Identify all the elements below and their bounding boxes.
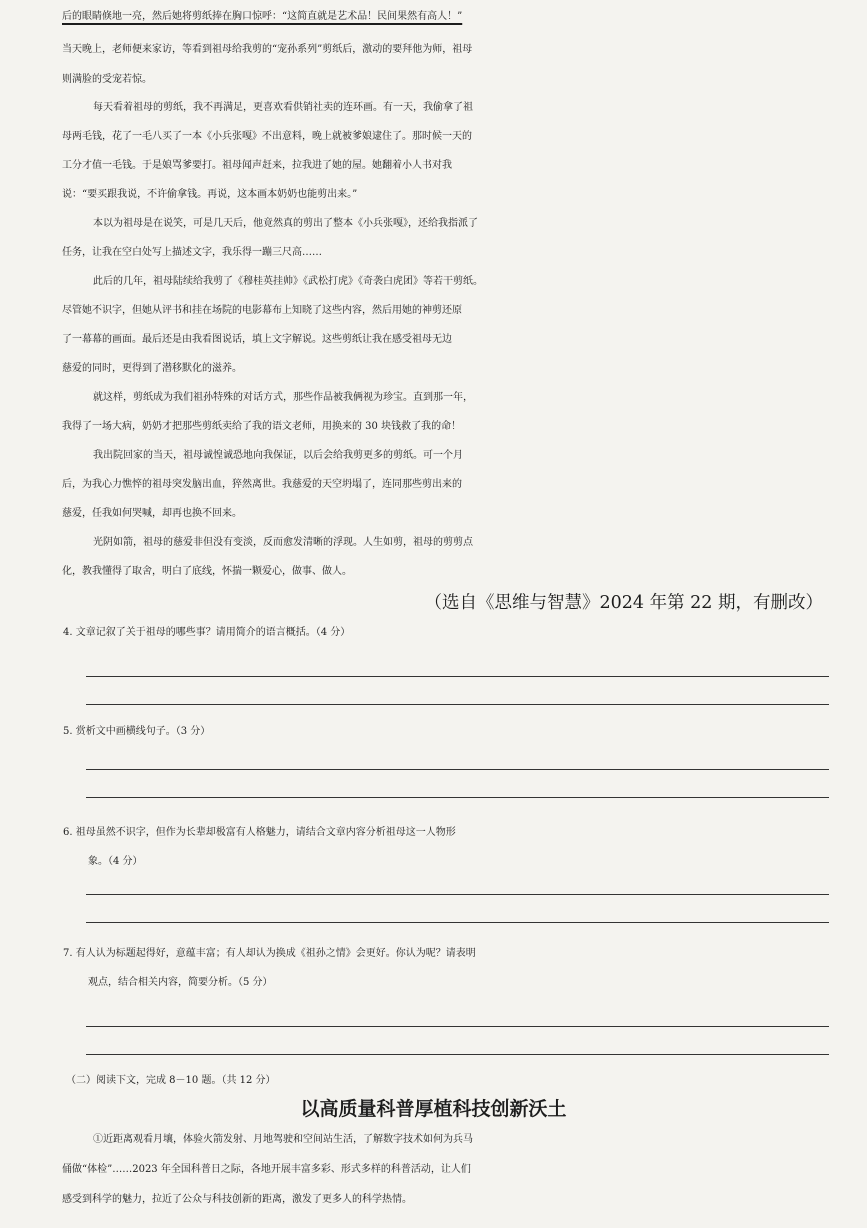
passage-line: 化，教我懂得了取舍，明白了底线，怀揣一颗爱心，做事、做人。	[62, 566, 352, 577]
passage-line: 尽管她不识字，但她从评书和挂在场院的电影幕布上知晓了这些内容，然后用她的神剪还原	[62, 305, 462, 316]
passage-line: 任务，让我在空白处写上描述文字，我乐得一蹦三尺高……	[62, 247, 322, 258]
question-5-prompt: 5. 赏析文中画横线句子。（3 分）	[63, 726, 211, 737]
answer-line[interactable]	[86, 1054, 829, 1055]
article-title: 以高质量科普厚植科技创新沃土	[300, 1098, 567, 1120]
answer-line[interactable]	[86, 704, 829, 705]
passage-line: 我出院回家的当天，祖母诚惶诚恐地向我保证，以后会给我剪更多的剪纸。可一个月	[93, 450, 463, 461]
passage-line: 本以为祖母是在说笑，可是几天后，他竟然真的剪出了整本《小兵张嘎》，还给我指派了	[93, 218, 478, 229]
answer-line[interactable]	[86, 922, 829, 923]
question-6-prompt-cont: 象。（4 分）	[88, 856, 143, 867]
passage-line: 了一幕幕的画面。最后还是由我看图说话，填上文字解说。这些剪纸让我在感受祖母无边	[62, 334, 452, 345]
answer-line[interactable]	[86, 1026, 829, 1027]
question-4-prompt: 4. 文章记叙了关于祖母的哪些事？请用简介的语言概括。（4 分）	[63, 627, 351, 638]
question-6-prompt: 6. 祖母虽然不识字，但作为长辈却极富有人格魅力，请结合文章内容分析祖母这一人物形	[63, 827, 456, 838]
passage-line: 当天晚上，老师便来家访，等看到祖母给我剪的“宠孙系列”剪纸后，激动的要拜他为师，祖母	[62, 44, 473, 55]
answer-line[interactable]	[86, 894, 829, 895]
passage-line: 说：“要买跟我说，不许偷拿钱。再说，这本画本奶奶也能剪出来。”	[62, 189, 358, 200]
passage-line: 光阴如箭，祖母的慈爱非但没有变淡，反而愈发清晰的浮现。人生如剪，祖母的剪剪点	[93, 537, 473, 548]
passage-line: 则满脸的受宠若惊。	[62, 74, 152, 85]
section-2-header: （二）阅读下文，完成 8－10 题。（共 12 分）	[66, 1075, 276, 1086]
passage-line: 我得了一场大病，奶奶才把那些剪纸卖给了我的语文老师，用换来的 30 块钱救了我的命！	[62, 421, 462, 432]
article-line: 俑做“体检”……2023 年全国科普日之际，各地开展丰富多彩、形式多样的科普活动，让人们	[62, 1164, 471, 1175]
passage-line: 每天看着祖母的剪纸，我不再满足，更喜欢看供销社卖的连环画。有一天，我偷拿了祖	[93, 102, 473, 113]
article-line: 感受到科学的魅力，拉近了公众与科技创新的距离，激发了更多人的科学热情。	[62, 1194, 412, 1205]
passage-line: 就这样，剪纸成为我们祖孙特殊的对话方式，那些作品被我俩视为珍宝。直到那一年，	[93, 392, 473, 403]
answer-line[interactable]	[86, 676, 829, 677]
question-7-prompt-cont: 观点，结合相关内容，简要分析。（5 分）	[88, 977, 273, 988]
answer-line[interactable]	[86, 797, 829, 798]
underlined-sentence: 后的眼睛倏地一亮，然后她将剪纸捧在胸口惊呼：“这简直就是艺术品！民间果然有高人！”	[62, 11, 463, 22]
question-7-prompt: 7. 有人认为标题起得好，意蕴丰富；有人却认为换成《祖孙之情》会更好。你认为呢？请表明	[63, 948, 476, 959]
passage-line: 后，为我心力憔悴的祖母突发脑出血，猝然离世。我慈爱的天空坍塌了，连同那些剪出来的	[62, 479, 462, 490]
answer-line[interactable]	[86, 769, 829, 770]
passage-line: 慈爱的同时，更得到了潜移默化的滋养。	[62, 363, 242, 374]
source-citation: （选自《思维与智慧》2024 年第 22 期，有删改）	[424, 593, 823, 613]
passage-line: 母两毛钱，花了一毛八买了一本《小兵张嘎》不出意料，晚上就被爹娘逮住了。那时候一天的	[62, 131, 472, 142]
passage-line: 慈爱，任我如何哭喊，却再也换不回来。	[62, 508, 242, 519]
passage-line: 工分才值一毛钱。于是娘骂爹要打。祖母闻声赶来，拉我进了她的屋。她翻着小人书对我	[62, 160, 452, 171]
article-line: ①近距离观看月壤，体验火箭发射、月地驾驶和空间站生活，了解数字技术如何为兵马	[93, 1134, 473, 1145]
passage-line: 此后的几年，祖母陆续给我剪了《穆桂英挂帅》《武松打虎》《奇袭白虎团》等若干剪纸。	[93, 276, 483, 287]
